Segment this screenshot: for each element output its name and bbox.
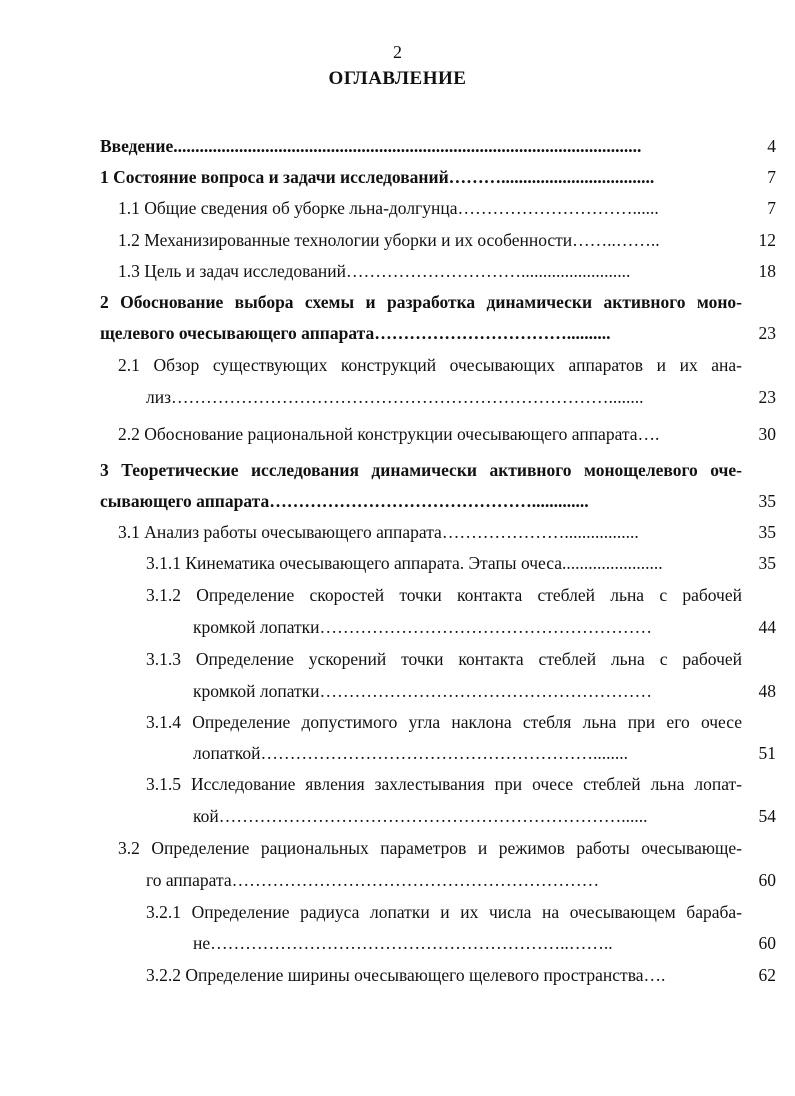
toc-page-number: 12 xyxy=(758,230,776,250)
toc-entry-section-3-1[interactable]: 3.1 Анализ работы очесывающего аппарата…………………................. xyxy=(118,522,639,542)
page-number: 2 xyxy=(393,42,402,62)
toc-page-number: 51 xyxy=(758,743,776,763)
toc-page-number: 7 xyxy=(767,167,776,187)
toc-page-number: 60 xyxy=(758,933,776,953)
toc-entry-section-2-2[interactable]: 2.2 Обоснование рациональной конструкции очесывающего аппарата…. xyxy=(118,424,660,444)
toc-entry-section-3-2-cont[interactable]: го аппарата……………………………………………………… xyxy=(146,870,600,890)
toc-entry-section-1-1[interactable]: 1.1 Общие сведения об уборке льна-долгунца…………………………...... xyxy=(118,198,659,218)
toc-entry-chapter-2[interactable]: 2 Обоснование выбора схемы и разработка динамически активного моно- xyxy=(100,292,742,312)
toc-page-number: 18 xyxy=(758,261,776,281)
toc-page-number: 60 xyxy=(758,870,776,890)
toc-page-number: 23 xyxy=(758,323,776,343)
toc-entry-chapter-1[interactable]: 1 Состояние вопроса и задачи исследований………................................... xyxy=(100,167,655,187)
toc-page-number: 4 xyxy=(767,136,776,156)
toc-entry-section-1-3[interactable]: 1.3 Цель и задач исследований…………………………......................... xyxy=(118,261,631,281)
toc-entry-section-3-1-5-cont[interactable]: кой……………………………………………………………...... xyxy=(193,806,648,826)
toc-page-number: 35 xyxy=(758,522,776,542)
toc-page-number: 35 xyxy=(758,491,776,511)
toc-entry-chapter-2-cont[interactable]: щелевого очесывающего аппарата…………………………….......... xyxy=(100,323,611,343)
toc-entry-introduction[interactable]: Введение........................................................................................................... xyxy=(100,136,642,156)
toc-entry-section-3-1-1[interactable]: 3.1.1 Кинематика очесывающего аппарата. Этапы очеса....................... xyxy=(146,553,663,573)
toc-entry-section-3-1-3[interactable]: 3.1.3 Определение ускорений точки контакта стеблей льна с рабочей xyxy=(146,649,742,669)
toc-entry-chapter-3[interactable]: 3 Теоретические исследования динамически активного монощелевого оче- xyxy=(100,460,742,480)
toc-entry-section-2-1-cont[interactable]: лиз…………………………………………………………………........ xyxy=(146,387,644,407)
toc-page-number: 30 xyxy=(758,424,776,444)
toc-entry-section-2-1[interactable]: 2.1 Обзор существующих конструкций очесывающих аппаратов и их ана- xyxy=(118,355,742,375)
toc-entry-section-3-2-2[interactable]: 3.2.2 Определение ширины очесывающего щелевого пространства…. xyxy=(146,965,666,985)
toc-entry-section-3-1-4[interactable]: 3.1.4 Определение допустимого угла наклона стебля льна при его очесе xyxy=(146,712,742,732)
toc-page-number: 62 xyxy=(758,965,776,985)
toc-entry-section-3-1-4-cont[interactable]: лопаткой…………………………………………………........ xyxy=(193,743,629,763)
toc-entry-section-3-2-1-cont[interactable]: не……………………………………………………..…….. xyxy=(193,933,613,953)
toc-page-number: 54 xyxy=(758,806,776,826)
toc-page-number: 44 xyxy=(758,617,776,637)
toc-entry-section-3-2[interactable]: 3.2 Определение рациональных параметров и режимов работы очесывающе- xyxy=(118,838,742,858)
toc-page-number: 48 xyxy=(758,681,776,701)
toc-entry-section-3-1-2-cont[interactable]: кромкой лопатки………………………………………………… xyxy=(193,617,653,637)
toc-entry-section-3-1-3-cont[interactable]: кромкой лопатки………………………………………………… xyxy=(193,681,653,701)
toc-entry-chapter-3-cont[interactable]: сывающего аппарата………………………………………............. xyxy=(100,491,589,511)
toc-page-number: 35 xyxy=(758,553,776,573)
toc-entry-section-3-1-5[interactable]: 3.1.5 Исследование явления захлестывания при очесе стеблей льна лопат- xyxy=(146,774,742,794)
toc-title: ОГЛАВЛЕНИЕ xyxy=(328,68,467,89)
toc-entry-section-3-1-2[interactable]: 3.1.2 Определение скоростей точки контакта стеблей льна с рабочей xyxy=(146,585,742,605)
toc-page-number: 23 xyxy=(758,387,776,407)
toc-entry-section-3-2-1[interactable]: 3.2.1 Определение радиуса лопатки и их числа на очесывающем бараба- xyxy=(146,902,742,922)
toc-entry-section-1-2[interactable]: 1.2 Механизированные технологии уборки и их особенности……..…….. xyxy=(118,230,660,250)
toc-page-number: 7 xyxy=(767,198,776,218)
